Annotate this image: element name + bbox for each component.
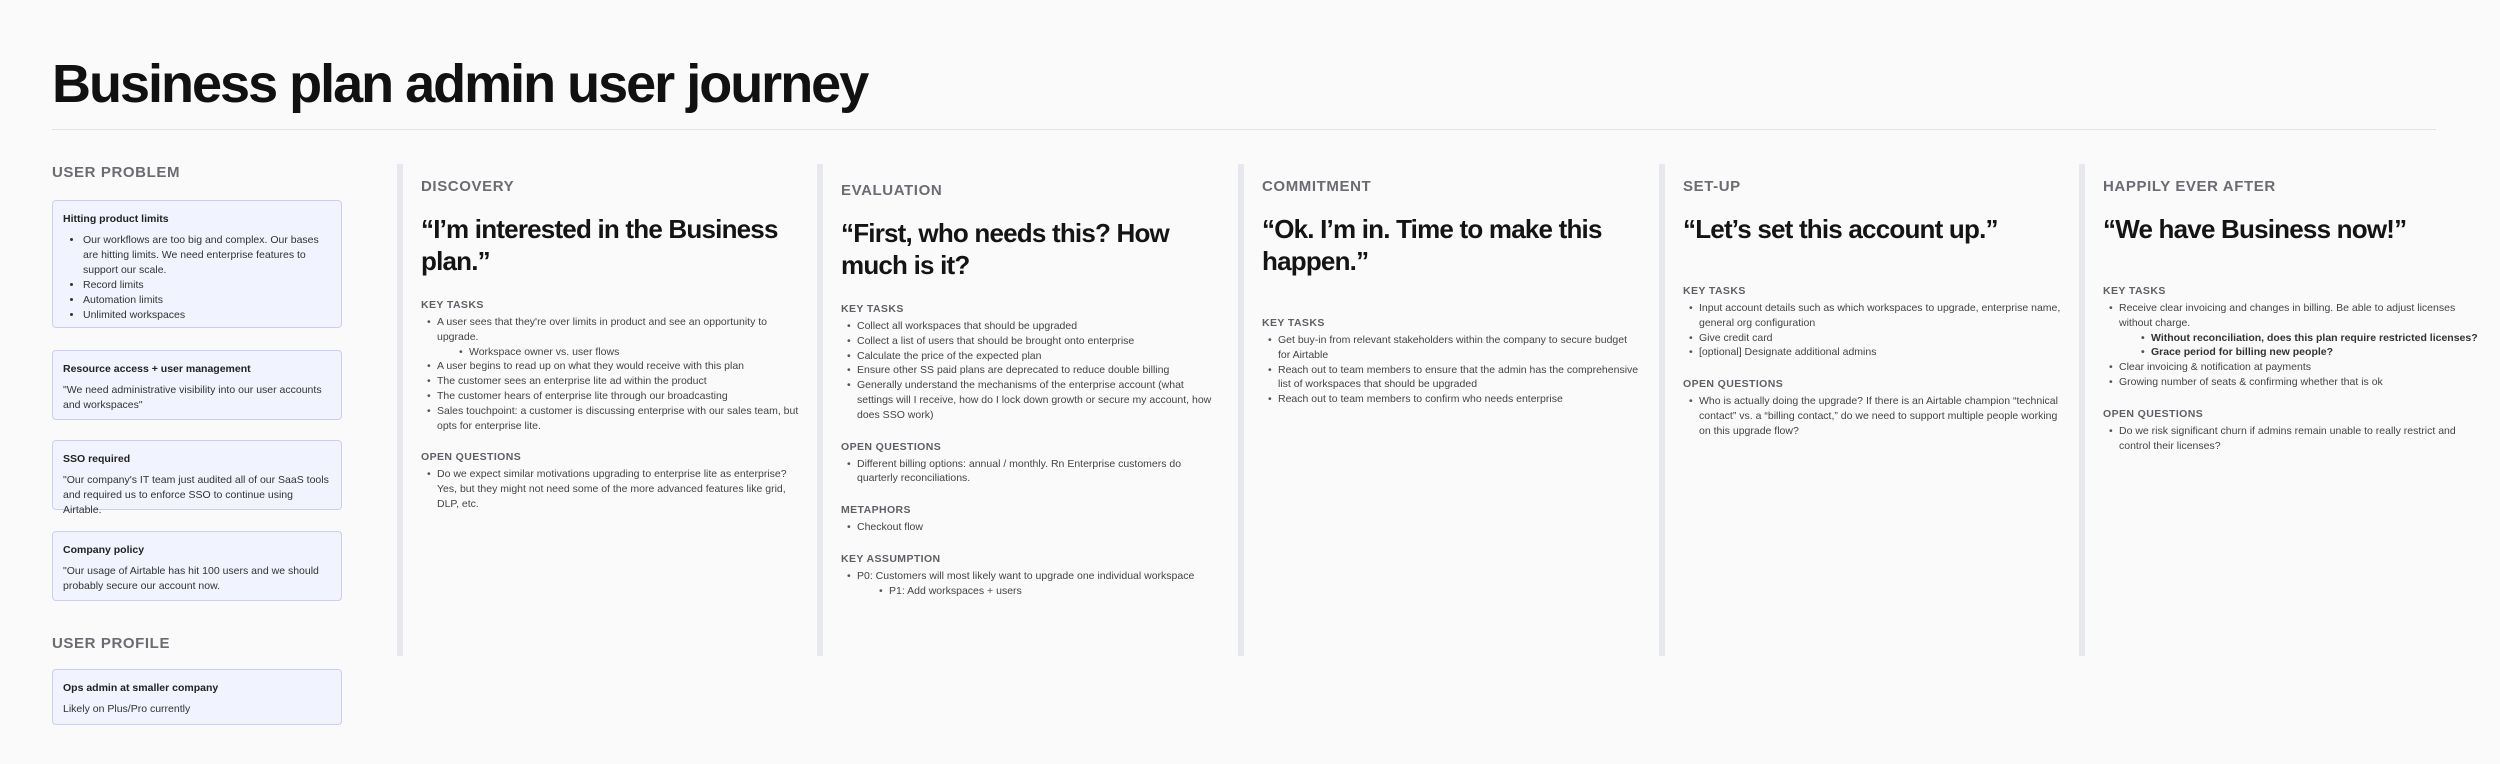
list-item: • A user begins to read up on what they would receive with this plan xyxy=(421,359,801,374)
section-heading: OPEN QUESTIONS xyxy=(841,440,942,453)
section-list xyxy=(841,520,1221,535)
problem-bullet: • Unlimited workspaces xyxy=(83,308,331,323)
stage-happily-ever-after xyxy=(2079,164,2494,656)
stage-content xyxy=(2103,178,2483,453)
list-item: • Workspace owner vs. user flows xyxy=(421,345,801,360)
section-heading: KEY TASKS xyxy=(2103,285,2166,297)
problem-card-title: Resource access + user management xyxy=(63,363,251,375)
stage-divider-bar xyxy=(397,164,403,656)
stage-quote: “I’m interested in the Business plan.” xyxy=(421,214,778,276)
stage-heading: HAPPILY EVER AFTER xyxy=(2103,178,2276,195)
problem-card-title: Hitting product limits xyxy=(63,213,169,225)
stage-quote: “Ok. I’m in. Time to make this happen.” xyxy=(1262,214,1602,276)
problem-card-text: "We need administrative visibility into our user accounts and workspaces" xyxy=(63,384,322,411)
list-item: • Input account details such as which workspaces to upgrade, enterprise name, general org configuration xyxy=(1683,301,2063,331)
section-list xyxy=(1683,301,2063,360)
list-item: • Ensure other SS paid plans are deprecated to reduce double billing xyxy=(841,363,1221,378)
section-heading: KEY TASKS xyxy=(841,303,904,315)
problem-card-title: Company policy xyxy=(63,544,145,556)
list-item: • Do we risk significant churn if admins remain unable to really restrict and control their licenses? xyxy=(2103,424,2483,454)
section-heading: KEY ASSUMPTION xyxy=(841,552,941,565)
list-item: • Who is actually doing the upgrade? If there is an Airtable champion “technical contact” vs. a “billing contact,” do we need to support multiple people working on this upgrade flow? xyxy=(1683,394,2063,438)
section-list xyxy=(421,315,801,433)
list-item: • Calculate the price of the expected plan xyxy=(841,349,1221,364)
problem-card-text: "Our company's IT team just audited all of our SaaS tools and required us to enforce SSO to continue using Airtable. xyxy=(63,474,329,516)
problem-card-company-policy xyxy=(52,531,342,601)
list-item: • Collect a list of users that should be brought onto enterprise xyxy=(841,334,1221,349)
profile-card xyxy=(52,669,342,725)
list-item: • Receive clear invoicing and changes in billing. Be able to adjust licenses without charge. xyxy=(2103,301,2483,331)
section-list xyxy=(1262,333,1642,407)
stage-divider-bar xyxy=(1659,164,1665,656)
section-list xyxy=(1683,394,2063,438)
stage-content xyxy=(1683,178,2063,439)
section-heading: OPEN QUESTIONS xyxy=(1683,378,1784,391)
page-title: Business plan admin user journey xyxy=(52,54,868,114)
list-item: • Checkout flow xyxy=(841,520,1221,535)
list-item: • Clear invoicing & notification at payments xyxy=(2103,360,2483,375)
problem-bullet: • Our workflows are too big and complex. Our bases are hitting limits. We need enterprise features to support our scale. xyxy=(83,233,331,278)
list-item: • Do we expect similar motivations upgrading to enterprise lite as enterprise? Yes, but they might not need some of the more advanced features like grid, DLP, etc. xyxy=(421,467,801,511)
stage-heading: COMMITMENT xyxy=(1262,178,1372,195)
list-item: • Collect all workspaces that should be upgraded xyxy=(841,319,1221,334)
section-heading: KEY TASKS xyxy=(421,299,484,311)
stage-heading: DISCOVERY xyxy=(421,178,515,195)
list-item: • The customer hears of enterprise lite through our broadcasting xyxy=(421,389,801,404)
section-heading: OPEN QUESTIONS xyxy=(421,451,522,464)
section-heading: METAPHORS xyxy=(841,504,911,517)
stage-heading: SET-UP xyxy=(1683,178,1741,195)
problem-bullet: • Automation limits xyxy=(83,293,331,308)
section-heading: OPEN QUESTIONS xyxy=(2103,407,2204,420)
user-profile-heading: USER PROFILE xyxy=(52,635,171,652)
stage-divider-bar xyxy=(2079,164,2085,656)
section-heading: KEY TASKS xyxy=(1683,285,1746,297)
problem-bullet: • Record limits xyxy=(83,278,331,293)
stage-evaluation xyxy=(817,164,1232,656)
list-item: • Sales touchpoint: a customer is discussing enterprise with our sales team, but opts for enterprise lite. xyxy=(421,404,801,434)
problem-card-product-limits xyxy=(52,200,342,328)
stage-content xyxy=(841,182,1221,599)
problem-card-resource-access xyxy=(52,350,342,420)
user-problem-column xyxy=(52,164,342,715)
stage-quote: “First, who needs this? How much is it? xyxy=(841,218,1169,280)
list-item: • Without reconciliation, does this plan require restricted licenses? xyxy=(2103,331,2483,346)
section-list xyxy=(2103,424,2483,454)
title-divider xyxy=(52,129,2436,130)
list-item: • [optional] Designate additional admins xyxy=(1683,345,2063,360)
list-item: • Get buy-in from relevant stakeholders within the company to secure budget for Airtable xyxy=(1262,333,1642,363)
stage-content xyxy=(421,178,801,512)
list-item: • Give credit card xyxy=(1683,331,2063,346)
list-item: • Growing number of seats & confirming whether that is ok xyxy=(2103,375,2483,390)
stage-heading: EVALUATION xyxy=(841,182,943,199)
stage-discovery xyxy=(397,164,812,656)
stage-set-up xyxy=(1659,164,2074,656)
section-list xyxy=(841,569,1221,599)
profile-card-text: Likely on Plus/Pro currently xyxy=(63,703,191,715)
section-list xyxy=(2103,301,2483,390)
stage-quote: “Let’s set this account up.” xyxy=(1683,214,1998,244)
list-item: • Reach out to team members to confirm who needs enterprise xyxy=(1262,392,1642,407)
stage-divider-bar xyxy=(817,164,823,656)
problem-card-text: "Our usage of Airtable has hit 100 users and we should probably secure our account now. xyxy=(63,565,319,592)
section-list xyxy=(421,467,801,511)
list-item: • P1: Add workspaces + users xyxy=(841,584,1221,599)
stage-divider-bar xyxy=(1238,164,1244,656)
stage-commitment xyxy=(1238,164,1653,656)
list-item: • Reach out to team members to ensure that the admin has the comprehensive list of workspaces that should be upgraded xyxy=(1262,363,1642,393)
section-list xyxy=(841,457,1221,487)
list-item: • A user sees that they're over limits in product and see an opportunity to upgrade. xyxy=(421,315,801,345)
section-list xyxy=(841,319,1221,423)
list-item: • Generally understand the mechanisms of the enterprise account (what settings will I receive, how do I lock down growth or secure my account, how does SSO work) xyxy=(841,378,1221,422)
profile-card-title: Ops admin at smaller company xyxy=(63,682,219,694)
list-item: • Grace period for billing new people? xyxy=(2103,345,2483,360)
problem-card-title: SSO required xyxy=(63,453,131,465)
problem-card-bullets xyxy=(63,233,331,323)
stage-content xyxy=(1262,178,1642,407)
list-item: • The customer sees an enterprise lite ad within the product xyxy=(421,374,801,389)
stage-quote: “We have Business now!” xyxy=(2103,214,2407,244)
problem-card-sso xyxy=(52,440,342,516)
list-item: • Different billing options: annual / monthly. Rn Enterprise customers do quarterly reconciliations. xyxy=(841,457,1221,487)
section-heading: KEY TASKS xyxy=(1262,317,1325,329)
list-item: • P0: Customers will most likely want to upgrade one individual workspace xyxy=(841,569,1221,584)
user-problem-heading: USER PROBLEM xyxy=(52,164,181,181)
